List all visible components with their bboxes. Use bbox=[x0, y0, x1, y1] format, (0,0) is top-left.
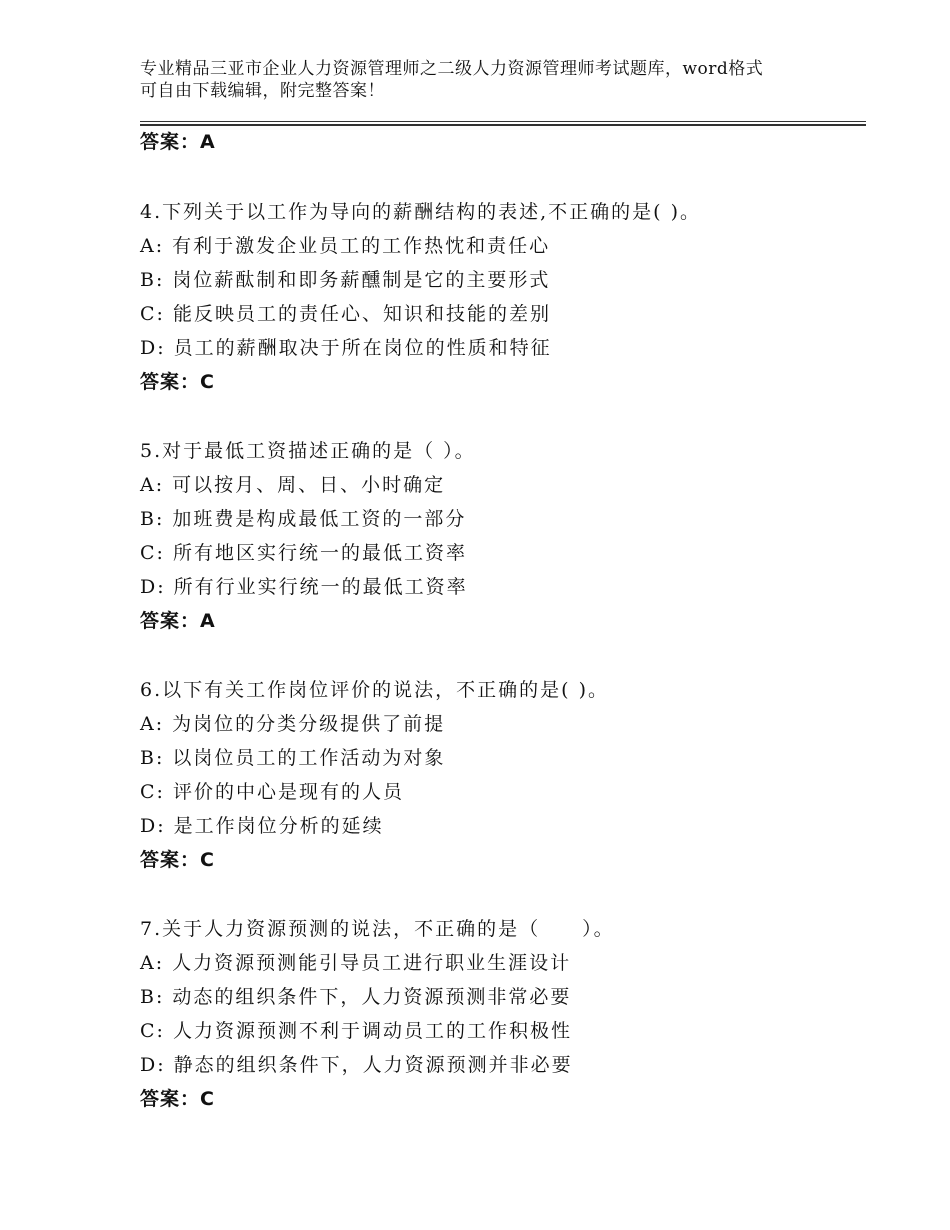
header-line-1: 专业精品三亚市企业人力资源管理师之二级人力资源管理师考试题库，word格式 bbox=[140, 59, 764, 79]
option-a: A: 为岗位的分类分级提供了前提 bbox=[140, 713, 446, 735]
option-b: B: 动态的组织条件下，人力资源预测非常必要 bbox=[140, 986, 572, 1008]
question-7 bbox=[140, 912, 860, 1116]
question-stem: 7.关于人力资源预测的说法，不正确的是（ ）。 bbox=[140, 918, 615, 940]
page-header bbox=[140, 58, 840, 102]
header-line-2: 可自由下载编辑，附完整答案！ bbox=[140, 81, 385, 101]
option-a: A: 可以按月、周、日、小时确定 bbox=[140, 474, 446, 496]
option-c: C: 人力资源预测不利于调动员工的工作积极性 bbox=[140, 1020, 572, 1042]
option-d: D: 所有行业实行统一的最低工资率 bbox=[140, 576, 468, 598]
option-c: C: 所有地区实行统一的最低工资率 bbox=[140, 542, 467, 564]
question-4 bbox=[140, 195, 860, 399]
option-d: D: 是工作岗位分析的延续 bbox=[140, 815, 384, 837]
answer: 答案：C bbox=[140, 371, 215, 393]
option-c: C: 能反映员工的责任心、知识和技能的差别 bbox=[140, 303, 551, 325]
previous-answer: 答案：A bbox=[140, 131, 216, 153]
question-5 bbox=[140, 434, 860, 638]
option-b: B: 加班费是构成最低工资的一部分 bbox=[140, 508, 467, 530]
header-divider bbox=[140, 121, 866, 126]
question-6 bbox=[140, 673, 860, 877]
answer: 答案：A bbox=[140, 610, 216, 632]
question-stem: 4.下列关于以工作为导向的薪酬结构的表述,不正确的是( )。 bbox=[140, 201, 702, 223]
question-stem: 5.对于最低工资描述正确的是（ ）。 bbox=[140, 440, 476, 462]
option-c: C: 评价的中心是现有的人员 bbox=[140, 781, 404, 803]
option-a: A: 有利于激发企业员工的工作热忱和责任心 bbox=[140, 235, 551, 257]
answer: 答案：C bbox=[140, 1088, 215, 1110]
option-b: B: 以岗位员工的工作活动为对象 bbox=[140, 747, 446, 769]
answer: 答案：C bbox=[140, 849, 215, 871]
option-a: A: 人力资源预测能引导员工进行职业生涯设计 bbox=[140, 952, 572, 974]
option-d: D: 员工的薪酬取决于所在岗位的性质和特征 bbox=[140, 337, 552, 359]
question-stem: 6.以下有关工作岗位评价的说法，不正确的是( )。 bbox=[140, 679, 609, 701]
option-b: B: 岗位薪酞制和即务薪醺制是它的主要形式 bbox=[140, 269, 551, 291]
option-d: D: 静态的组织条件下，人力资源预测并非必要 bbox=[140, 1054, 573, 1076]
